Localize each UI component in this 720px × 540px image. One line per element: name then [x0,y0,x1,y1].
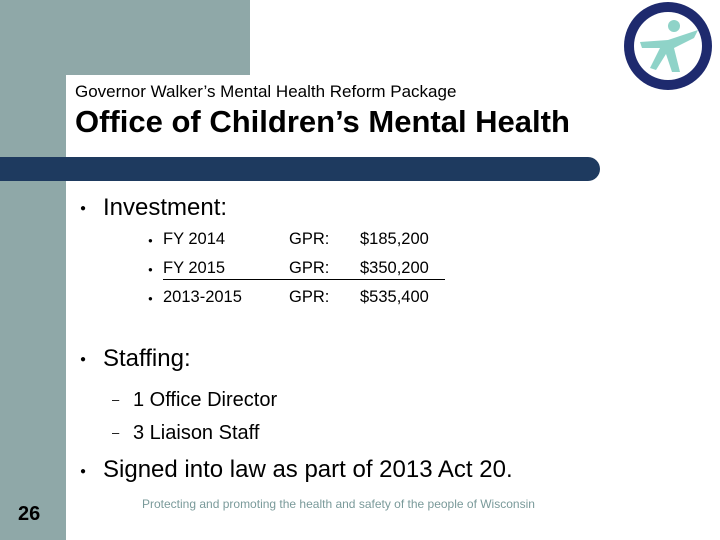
subtotal-underline [163,279,445,280]
dash-bullet-icon: – [112,392,120,407]
bullet-icon: ● [80,354,87,365]
staffing-label: Staffing: [103,345,191,372]
investment-amount: $535,400 [360,288,429,306]
investment-fund: GPR: [289,288,330,306]
investment-label: Investment: [103,194,228,221]
staffing-item: 3 Liaison Staff [133,422,260,444]
bullet-icon: ● [80,466,87,477]
bullet-icon: ● [148,265,153,274]
footer-tagline: Protecting and promoting the health and safety of the people of Wisconsin [142,497,535,511]
page-number: 26 [18,503,41,525]
slide-title: Office of Children’s Mental Health [75,104,570,139]
investment-year: FY 2014 [163,230,226,248]
investment-year: FY 2015 [163,259,226,277]
slide-subtitle: Governor Walker’s Mental Health Reform Package [75,82,457,101]
bullet-icon: ● [148,294,153,303]
law-text: Signed into law as part of 2013 Act 20. [103,456,513,483]
dhs-logo-icon [622,0,714,92]
investment-amount: $185,200 [360,230,429,248]
investment-fund: GPR: [289,230,330,248]
bullet-icon: ● [148,236,153,245]
investment-amount: $350,200 [360,259,429,277]
investment-year: 2013-2015 [163,288,242,306]
investment-fund: GPR: [289,259,330,277]
bullet-icon: ● [80,203,87,214]
title-underline-bar [0,157,600,181]
left-decor-strip [0,165,66,540]
dash-bullet-icon: – [112,425,120,440]
staffing-item: 1 Office Director [133,389,278,411]
